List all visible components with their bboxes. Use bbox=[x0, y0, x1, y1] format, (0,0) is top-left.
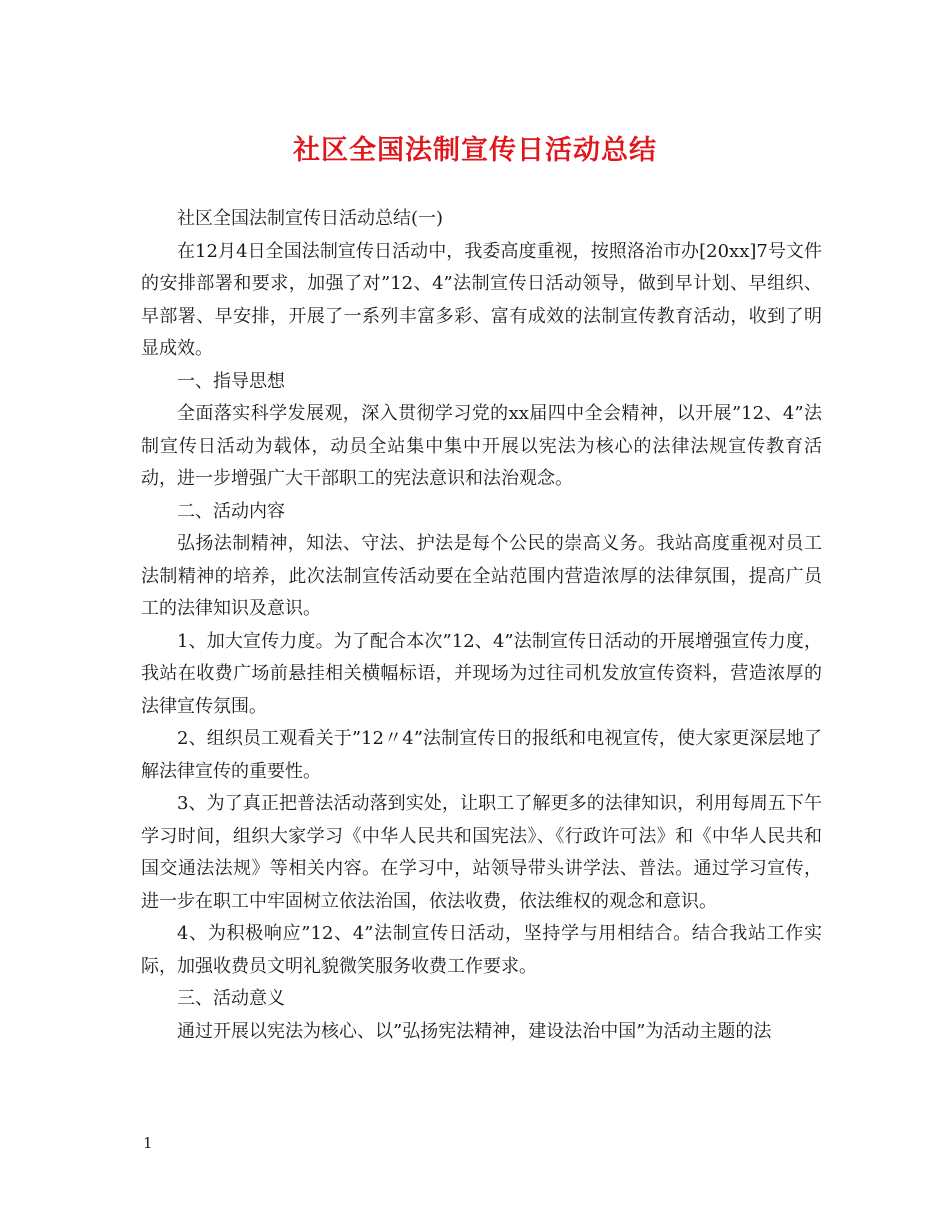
list-item: 1、加大宣传力度。为了配合本次”12、4”法制宣传日活动的开展增强宣传力度，我站在收费广场前悬挂相关横幅标语，并现场为过往司机发放宣传资料，营造浓厚的法律宣传氛围。 bbox=[141, 630, 822, 717]
body-paragraph: 弘扬法制精神，知法、守法、护法是每个公民的崇高义务。我站高度重视对员工法制精神的培养，此次法制宣传活动要在全站范围内营造浓厚的法律氛围，提高广员工的法律知识及意识。 bbox=[141, 533, 822, 619]
body-paragraph: 通过开展以宪法为核心、以”弘扬宪法精神，建设法治中国”为活动主题的法 bbox=[177, 1020, 772, 1042]
document-body bbox=[141, 203, 822, 1048]
list-item: 3、为了真正把普法活动落到实处，让职工了解更多的法律知识，利用每周五下午学习时间，组织大家学习《中华人民共和国宪法》、《行政许可法》和《中华人民共和国交通法法规》等相关内容。在学习中，站领导带头讲学法、普法。通过学习宣传，进一步在职工中牢固树立依法治国，依法收费，依法维权的观念和意识。 bbox=[141, 793, 822, 912]
page-number: 1 bbox=[143, 1134, 153, 1152]
list-item: 2、组织员工观看关于”12〃4”法制宣传日的报纸和电视宣传，使大家更深层地了解法律宣传的重要性。 bbox=[141, 728, 822, 782]
section-heading: 三、活动意义 bbox=[177, 988, 285, 1009]
body-paragraph: 在12月4日全国法制宣传日活动中，我委高度重视，按照洛治市办[20xx]7号文件的安排部署和要求，加强了对”12、4”法制宣传日活动领导，做到早计划、早组织、早部署、早安排，开展了一系列丰富多彩、富有成效的法制宣传教育活动，收到了明显成效。 bbox=[141, 240, 822, 359]
body-paragraph: 全面落实科学发展观，深入贯彻学习党的xx届四中全会精神，以开展”12、4”法制宣传日活动为载体，动员全站集中集中开展以宪法为核心的法律法规宣传教育活动，进一步增强广大干部职工的宪法意识和法治观念。 bbox=[141, 403, 822, 489]
section-heading: 二、活动内容 bbox=[177, 500, 285, 522]
section-heading: 一、指导思想 bbox=[177, 370, 285, 392]
document-title: 社区全国法制宣传日活动总结 bbox=[293, 135, 657, 166]
subtitle-paragraph: 社区全国法制宣传日活动总结(一) bbox=[177, 208, 444, 229]
list-item: 4、为积极响应”12、4”法制宣传日活动，坚持学与用相结合。结合我站工作实际，加强收费员文明礼貌微笑服务收费工作要求。 bbox=[141, 923, 822, 977]
